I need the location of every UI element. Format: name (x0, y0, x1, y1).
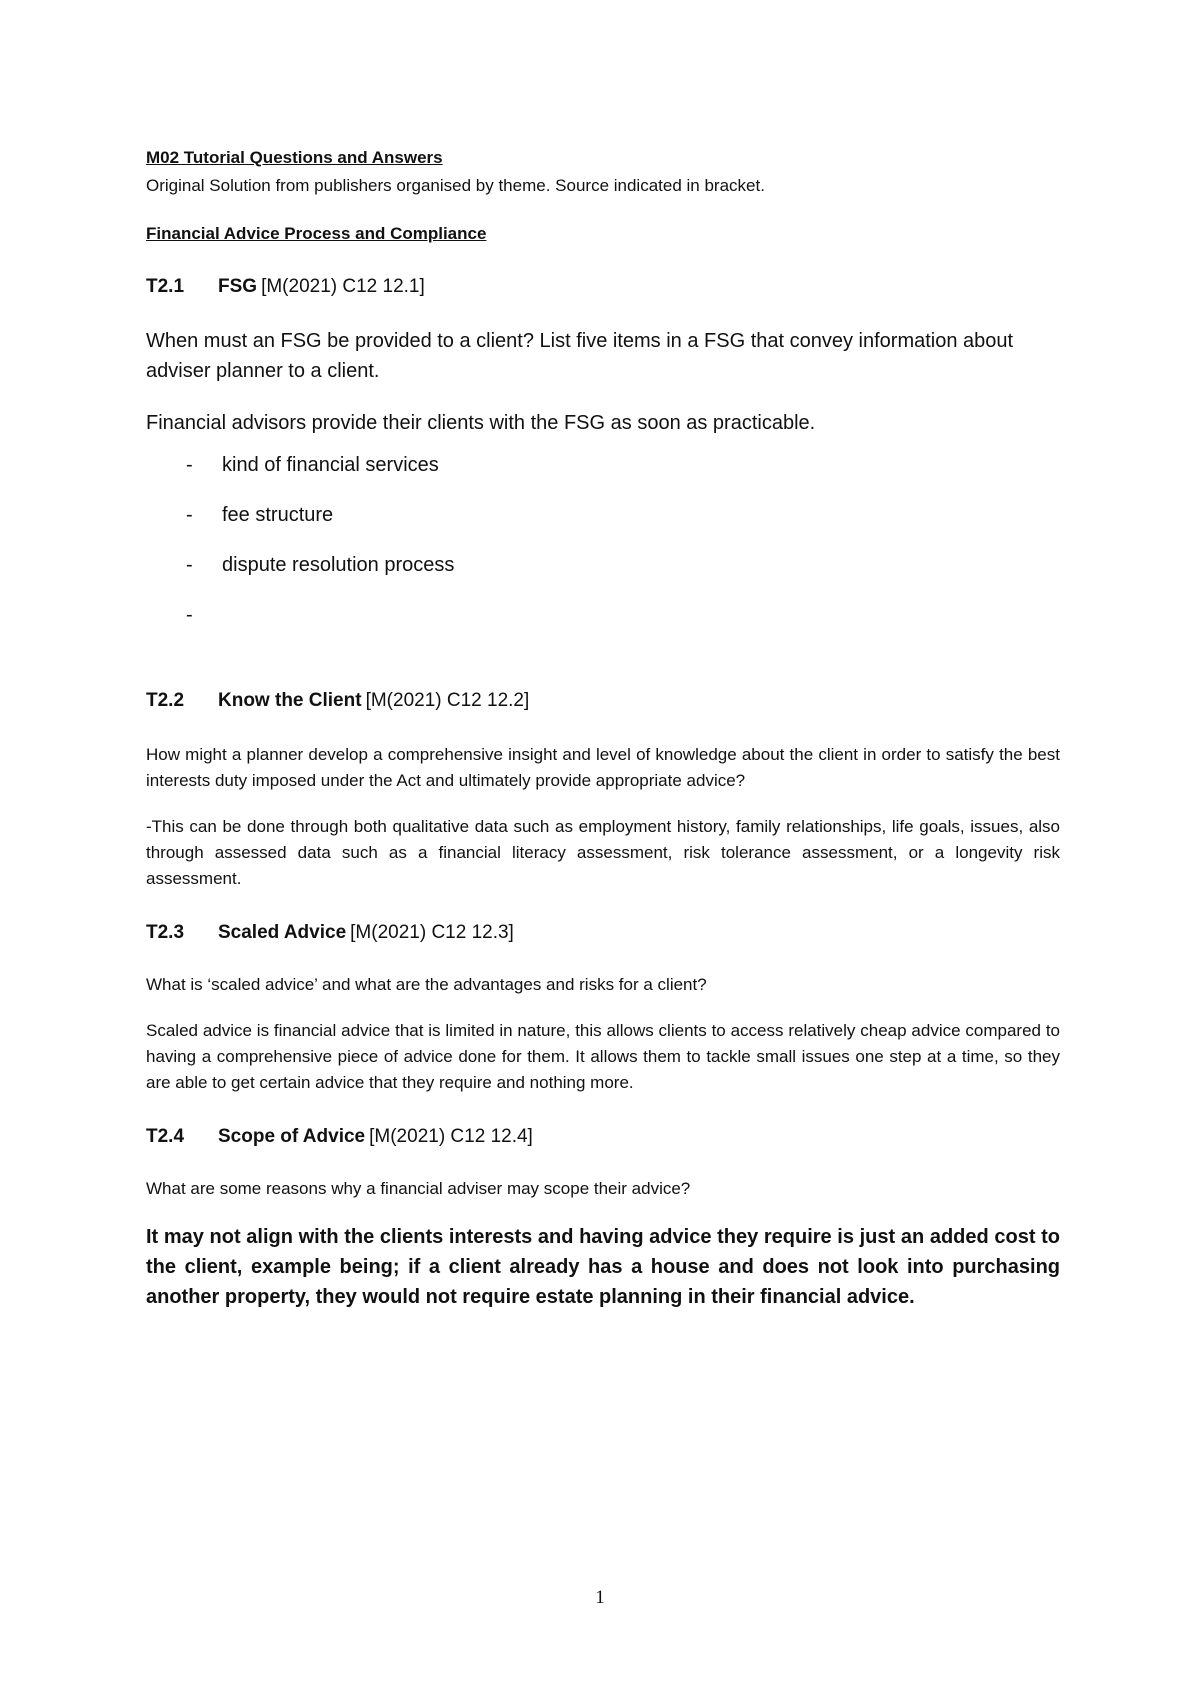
answer-text: It may not align with the clients interests and having advice they require is just an added cost to the client, example being; if a client already has a house and does not look into purchasing another property, they would not require estate planning in their financial advice. (146, 1226, 1060, 1308)
page-number: 1 (595, 1587, 605, 1608)
bullet-text: fee structure (222, 504, 334, 526)
list-item (146, 500, 1060, 530)
question-title: Scope of Advice (218, 1126, 366, 1147)
question-heading-t2-4 (146, 1124, 1060, 1150)
question-heading-t2-2 (146, 688, 1060, 714)
bullet-dash: - (186, 604, 193, 626)
answer-bullet-list (146, 450, 1060, 630)
list-item (146, 600, 1060, 630)
question-source: [M(2021) C12 12.1] (261, 276, 425, 297)
answer-text: -This can be done through both qualitative data such as employment history, family relationships, life goals, issues, also through assessed data such as a financial literacy assessment, risk tolerance assessment, or a longevity risk assessment. (146, 817, 1060, 888)
question-title: FSG (218, 276, 258, 297)
document-subtitle: Original Solution from publishers organised by theme. Source indicated in bracket. (146, 176, 765, 195)
question-text: What is ‘scaled advice’ and what are the advantages and risks for a client? (146, 975, 707, 994)
bullet-text: kind of financial services (222, 454, 439, 476)
bullet-dash: - (186, 454, 193, 476)
question-source: [M(2021) C12 12.4] (369, 1126, 533, 1147)
question-source: [M(2021) C12 12.3] (350, 922, 514, 943)
answer-text: Scaled advice is financial advice that is limited in nature, this allows clients to access relatively cheap advice compared to having a comprehensive piece of advice done for them. It allows them to tackle small issues one step at a time, so they are able to get certain advice that they require and nothing more. (146, 1021, 1060, 1092)
bullet-dash: - (186, 554, 193, 576)
document-title: M02 Tutorial Questions and Answers (146, 148, 443, 167)
bullet-dash: - (186, 504, 193, 526)
question-number: T2.4 (146, 1126, 185, 1147)
page-content (146, 146, 1060, 1312)
answer-text: Financial advisors provide their clients with the FSG as soon as practicable. (146, 412, 816, 434)
question-source: [M(2021) C12 12.2] (365, 690, 530, 711)
question-number: T2.1 (146, 276, 185, 297)
question-number: T2.3 (146, 922, 185, 943)
list-item (146, 450, 1060, 480)
question-text: How might a planner develop a comprehensive insight and level of knowledge about the client in order to satisfy the best interests duty imposed under the Act and ultimately provide appropriate advice? (146, 745, 1060, 790)
question-title: Know the Client (218, 690, 362, 711)
question-text: When must an FSG be provided to a client? List five items in a FSG that convey information about adviser planner to a client. (146, 330, 1014, 382)
question-text: What are some reasons why a financial adviser may scope their advice? (146, 1179, 691, 1198)
bullet-text: dispute resolution process (222, 554, 455, 576)
question-title: Scaled Advice (218, 922, 347, 943)
question-heading-t2-3 (146, 920, 1060, 946)
question-heading-t2-1 (146, 274, 1060, 300)
section-heading: Financial Advice Process and Compliance (146, 224, 487, 243)
list-item (146, 550, 1060, 580)
question-number: T2.2 (146, 690, 185, 711)
